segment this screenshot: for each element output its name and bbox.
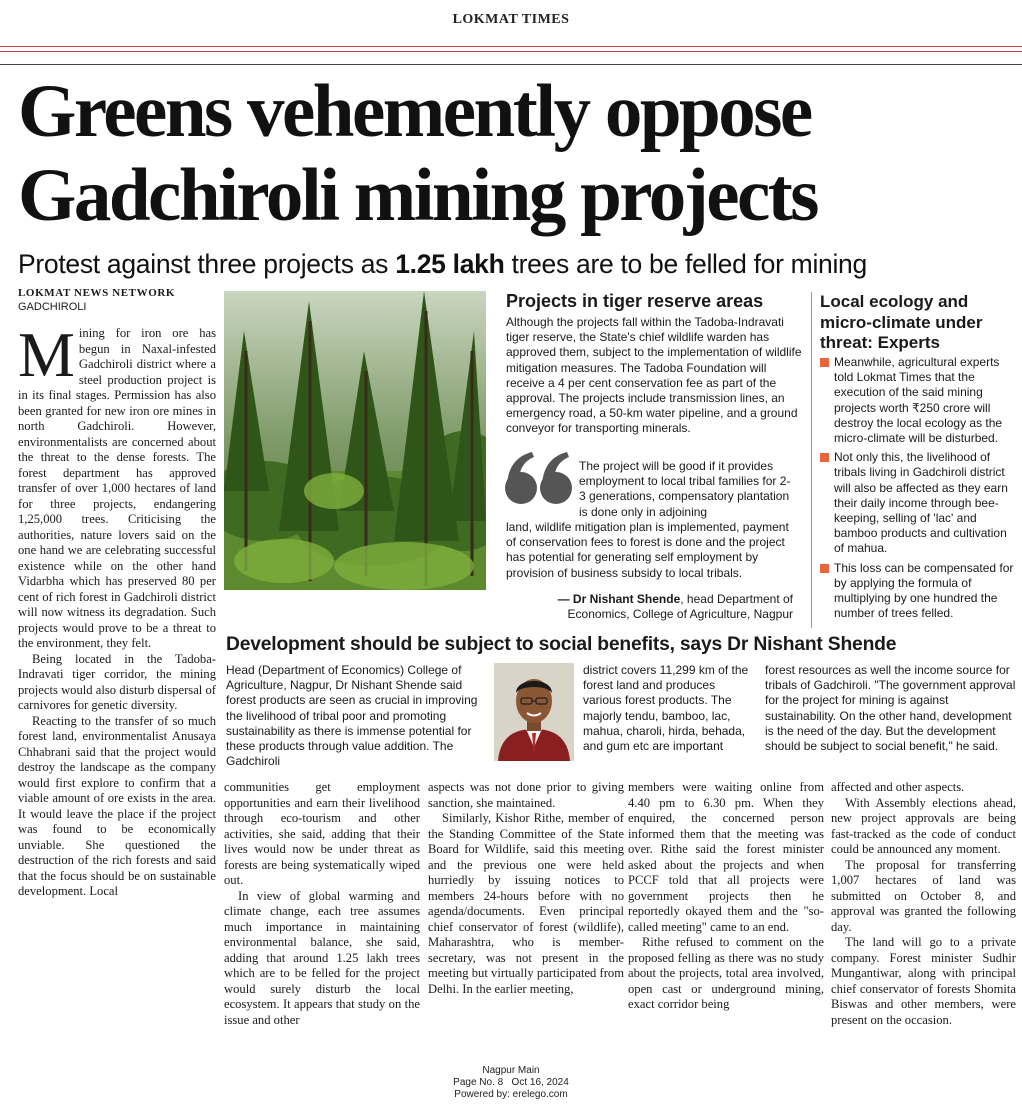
- quote-text-part-1: The project will be good if it provides employment to local tribal families for 2-3 generations, compensatory plantation is done only in adjoining: [579, 459, 791, 519]
- main-story-column-5: [831, 780, 1016, 1028]
- headline: [18, 70, 1018, 238]
- tiger-box-title: Projects in tiger reserve areas: [506, 291, 764, 311]
- masthead-rule-bottom: [0, 51, 1022, 52]
- footer-powered-by[interactable]: Powered by: erelego.com: [454, 1089, 568, 1100]
- quote-attribution-name: — Dr Nishant Shende: [557, 592, 681, 606]
- sub-story-column-3: forest resources as well the income source for tribals of Gadchiroli. "The government approval for the project for mining is against sustainability. On the other hand, development is the need of the day. But the development should be subject to social benefit," he said.: [765, 663, 1016, 754]
- sidebar-title: Local ecology and micro-climate under threat: Experts: [820, 292, 983, 352]
- deck: [18, 248, 1018, 280]
- quote-attribution: [506, 592, 793, 622]
- column-divider: [811, 292, 812, 628]
- sidebar-item-text: This loss can be compensated for by applying the formula of multiplying by one hundred the number of trees felled.: [834, 560, 1014, 621]
- main-story-paragraph: Rithe refused to comment on the proposed felling as there was no study about the projects, total area involved, open cast or underground mining, exact corridor being: [628, 935, 824, 1011]
- sidebar-item: [820, 561, 1016, 622]
- sidebar-item: [820, 355, 1016, 446]
- sidebar-item-text: Meanwhile, agricultural experts told Lokmat Times that the execution of the said mining projects worth ₹250 crore will destroy the local ecology as the micro-climate will be disturbed.: [834, 355, 1003, 446]
- main-story-column-4: [628, 780, 824, 1013]
- sidebar-item-text: Not only this, the livelihood of tribals living in Gadchiroli district will also be affected as they earn their daily income through bee-keeping, selling of 'lac' and bamboo products and cultivation of mahua.: [834, 450, 1008, 556]
- main-story-lead: [18, 319, 216, 652]
- main-story-paragraph: The land will go to a private company. Forest minister Sudhir Mungantiwar, along with principal chief conservator of forests Shomita Biswas and other members, were present on the occasion.: [831, 935, 1016, 1027]
- main-story-paragraph: aspects was not done prior to giving sanction, she maintained.: [428, 780, 624, 810]
- main-story-paragraph: affected and other aspects.: [831, 780, 965, 794]
- main-story-p3: Reacting to the transfer of so much forest land, environmentalist Anusaya Chhabrani said that the project would destroy the landscape as the company would first explore to confirm that a viable amount of ore exists in the area. It would leave the place if the project was found to be economically unviable. She questioned the destruction of the rich forests and said that the focus should be on sustainable development. Local: [18, 713, 216, 898]
- tiger-box-body: Although the projects fall within the Tadoba-Indravati tiger reserve, the State's chief wildlife warden has approved them, subject to the implementation of wildlife mitigation measures. The Tadoba Foundation will receive a 4 per cent conservation fee as part of the approval. The projects include transmission lines, an emergency road, a 50-km water pipeline, and a ground conveyor for transporting minerals.: [506, 315, 802, 436]
- main-story-paragraph: The proposal for transferring 1,007 hectares of land was submitted on October 8, and approval was granted the following day.: [831, 857, 1016, 934]
- main-story-p2: Being located in the Tadoba-Indravati tiger corridor, the mining projects would also disturb dispersal of carnivores for genetic diversity.: [18, 651, 216, 712]
- forest-photo: [224, 291, 486, 590]
- deck-bold: 1.25 lakh: [395, 249, 505, 279]
- main-story-paragraph: Similarly, Kishor Rithe, member of the Standing Committee of the State Board for Wildlife, said this meeting and the previous one were held hurriedly by issuing notices to members 24-hours before with no agenda/documents. Even principal chief conservator of forest (wildlife), Maharashtra, who is member-secretary, was not present in the meeting but virtually participated from Delhi. In the earlier meeting,: [428, 811, 624, 996]
- page-footer: [0, 1065, 1022, 1101]
- headline-line-1: Greens vehemently oppose: [18, 70, 811, 153]
- sub-story-column-2: district covers 11,299 km of the forest land and produces various forest products. The majorly tendu, bamboo, lac, mahua, charoli, hirda, behada, and gum etc are important: [583, 663, 749, 754]
- headline-line-2: Gadchiroli mining projects: [18, 154, 817, 237]
- deck-before: Protest against three projects as: [18, 249, 396, 279]
- main-story-column-1: [18, 319, 216, 900]
- main-story-column-2: [224, 780, 420, 1028]
- sidebar-item: [820, 450, 1016, 556]
- byline: LOKMAT NEWS NETWORK: [18, 287, 176, 299]
- quote-attribution-role: , head Department of Economics, College of Agriculture, Nagpur: [567, 592, 793, 622]
- quote-text-part-2: land, wildlife mitigation plan is implemented, payment of conservation fees to forest is done and the project has potential for generating self employment by provision of business subsidy to local tribals.: [506, 520, 789, 580]
- masthead-logo: LOKMAT TIMES: [452, 12, 570, 27]
- quote-mark-icon: [504, 448, 576, 508]
- sidebar-list: [820, 355, 1016, 625]
- main-story-paragraph: members were waiting online from 4.40 pm to 6.30 pm. When they enquired, the concerned person informed them that the meeting was over. Rithe said the forest minister asked about the projects and when PCCF told that all projects were government projects then he reportedly okayed them and the "so-called meeting" came to an end.: [628, 780, 824, 934]
- portrait-photo: [494, 663, 574, 761]
- sub-story-column-1: Head (Department of Economics) College of Agriculture, Nagpur, Dr Nishant Shende said forest products are seen as crucial in improving the livelihood of tribal poor and promoting sustainability as there is immense potential for these products through value addition. The Gadchiroli: [226, 663, 478, 769]
- bullet-square-icon: [820, 358, 829, 367]
- bullet-square-icon: [820, 453, 829, 462]
- bullet-square-icon: [820, 564, 829, 573]
- dateline: GADCHIROLI: [18, 301, 87, 313]
- main-story-paragraph: With Assembly elections ahead, new project approvals are being fast-tracked as the code of conduct could be announced any moment.: [831, 795, 1016, 856]
- sub-story-headline: Development should be subject to social benefits, says Dr Nishant Shende: [226, 634, 897, 655]
- masthead-rule-top: [0, 46, 1022, 47]
- dropcap: M: [18, 319, 75, 390]
- main-story-paragraph: In view of global warming and climate change, each tree assumes much importance in maintaining environmental balance, she said, adding that around 1.25 lakh trees which are to be felled for the project would surely disturb the local ecosystem. It appears that study on the issue and other: [224, 888, 420, 1027]
- footer-page-date: Page No. 8 Oct 16, 2024: [453, 1077, 569, 1088]
- deck-after: trees are to be felled for mining: [504, 249, 867, 279]
- main-story-column-3: [428, 780, 624, 997]
- main-story-paragraph: communities get employment opportunities and earn their livelihood through eco-tourism and other activities, she said, adding that their lives would now be under threat as forests are being systematically wiped out.: [224, 780, 420, 887]
- headline-rule: [0, 64, 1022, 65]
- footer-edition: Nagpur Main: [482, 1065, 540, 1076]
- main-story-p1: ining for iron ore has begun in Naxal-infested Gadchiroli district where a steel production project is in its final stages. Permission has also been granted for new iron ore mines in north Gadchiroli. However, environmentalists are concerned about the threat to the dense forests. The forest department has approved transfer of over 1,000 hectares of land for three projects, endangering 1,25,000 trees. Criticising the authorities, nature lovers said on the one hand we are celebrating successful existence while on the other hand Vidarbha which has preserved 80 per cent of rich forest in Gadchiroli district will now witness its degradation. Such projects would prove to be a threat to the environment, they felt.: [18, 326, 216, 650]
